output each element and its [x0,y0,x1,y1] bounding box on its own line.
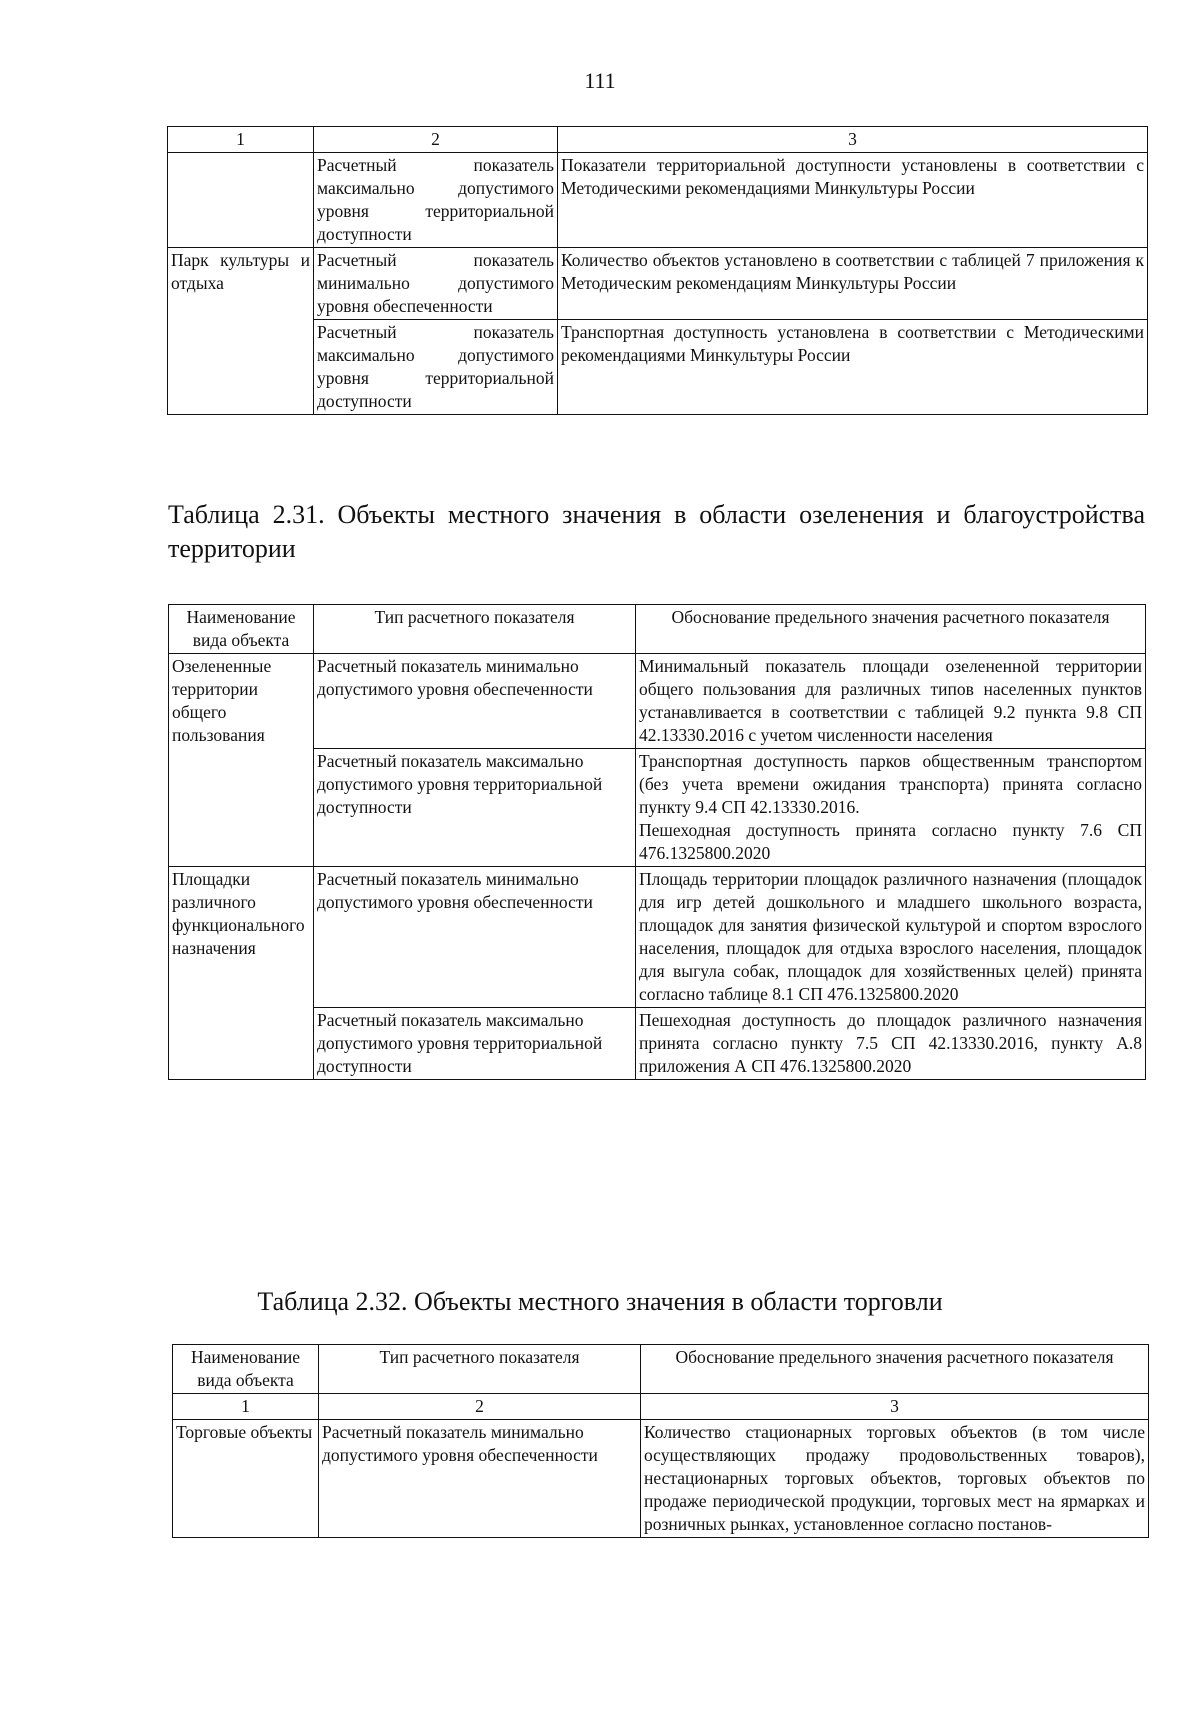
column-number: 3 [641,1394,1149,1420]
justification-cell: Количество объектов установлено в соответствии с таблицей 7 приложения к Методическим рекомендациям Минкультуры России [558,248,1148,320]
table-row [169,654,1146,749]
table-row [168,153,1148,248]
table-trade [172,1344,1149,1538]
table-culture-continued [167,126,1148,415]
justification-paragraph: Транспортная доступность парков общественным транспортом (без учета времени ожидания транспорта) принята согласно пункту 9.4 СП 42.13330.2016. [639,751,1142,817]
object-cell: Парк культуры и отдыха [168,248,314,415]
table-row [169,867,1146,1008]
header-indicator-type: Тип расчетного показателя [319,1345,641,1394]
indicator-cell: Расчетный показатель максимально допустимого уровня территориальной доступности [314,1008,636,1080]
table-header-row [173,1345,1149,1394]
justification-cell: Пешеходная доступность до площадок различного назначения принята согласно пункту 7.5 СП 42.13330.2016, пункту А.8 приложения А СП 476.1325800.2020 [636,1008,1146,1080]
justification-cell [636,749,1146,867]
table-row [168,248,1148,320]
header-indicator-type: Тип расчетного показателя [314,605,636,654]
table-column-numbers [168,127,1148,153]
table-greening [168,604,1146,1080]
table-caption-2-32: Таблица 2.32. Объекты местного значения в области торговли [257,1287,943,1316]
page-number: 111 [584,68,616,93]
column-number: 1 [168,127,314,153]
table-caption-2-31: Таблица 2.31. Объекты местного значения в области озеленения и благоустройства территории [168,500,1145,563]
justification-cell: Транспортная доступность установлена в соответствии с Методическими рекомендациями Минкультуры России [558,320,1148,415]
table-row [169,1008,1146,1080]
indicator-cell: Расчетный показатель минимально допустимого уровня обеспеченности [314,654,636,749]
table-row [173,1420,1149,1538]
indicator-cell: Расчетный показатель минимально допустимого уровня обеспеченности [314,867,636,1008]
object-cell: Озелененные территории общего пользования [169,654,314,867]
header-justification: Обоснование предельного значения расчетного показателя [636,605,1146,654]
justification-cell: Показатели территориальной доступности установлены в соответствии с Методическими рекомендациями Минкультуры России [558,153,1148,248]
justification-cell: Минимальный показатель площади озелененной территории общего пользования для различных типов населенных пунктов устанавливается в соответствии с таблицей 9.2 пункта 9.8 СП 42.13330.2016 с учетом численности населения [636,654,1146,749]
justification-paragraph: Пешеходная доступность принята согласно пункту 7.6 СП 476.1325800.2020 [639,820,1142,863]
indicator-cell: Расчетный показатель минимально допустимого уровня обеспеченности [319,1420,641,1538]
header-object-type: Наименование вида объекта [169,605,314,654]
table-row [169,749,1146,867]
object-cell: Торговые объекты [173,1420,319,1538]
indicator-cell: Расчетный показатель максимально допустимого уровня территориальной доступности [314,153,558,248]
header-object-type: Наименование вида объекта [173,1345,319,1394]
indicator-cell: Расчетный показатель максимально допустимого уровня территориальной доступности [314,749,636,867]
column-number: 2 [319,1394,641,1420]
object-cell: Площадки различного функционального назначения [169,867,314,1080]
table-column-numbers [173,1394,1149,1420]
column-number: 3 [558,127,1148,153]
indicator-cell: Расчетный показатель максимально допустимого уровня территориальной доступности [314,320,558,415]
justification-cell: Количество стационарных торговых объектов (в том числе осуществляющих продажу продовольственных товаров), нестационарных торговых объектов, торговых объектов по продаже периодической продукции, торговых мест на ярмарках и розничных рынках, установленное согласно постанов- [641,1420,1149,1538]
table-row [168,320,1148,415]
column-number: 2 [314,127,558,153]
object-cell [168,153,314,248]
indicator-cell: Расчетный показатель минимально допустимого уровня обеспеченности [314,248,558,320]
header-justification: Обоснование предельного значения расчетного показателя [641,1345,1149,1394]
column-number: 1 [173,1394,319,1420]
justification-cell: Площадь территории площадок различного назначения (площадок для игр детей дошкольного и младшего школьного возраста, площадок для занятия физической культурой и спортом взрослого населения, площадок для отдыха взрослого населения, площадок для выгула собак, площадок для хозяйственных целей) принята согласно таблице 8.1 СП 476.1325800.2020 [636,867,1146,1008]
table-header-row [169,605,1146,654]
